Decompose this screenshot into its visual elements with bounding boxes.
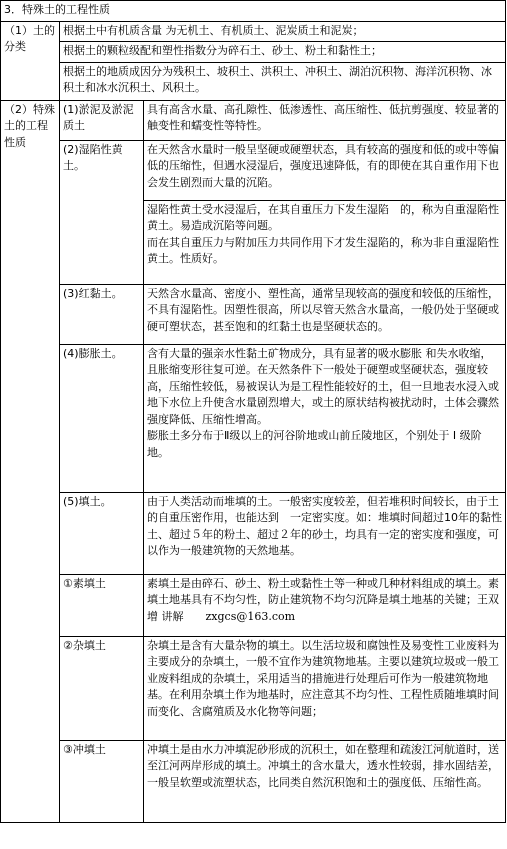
soil-desc — [144, 344, 506, 492]
soil-desc-part: 素填土是由碎石、砂土、粉土或黏性土等一种或几种材料组成的填土。素填土地基具有不均匀性，防止建筑物不均匀沉降是填土地基的关键； — [147, 576, 499, 606]
soil-desc: 杂填土是含有大量杂物的填土。以生活垃圾和腐蚀性及易变性工业废料为主要成分的杂填土，一般不宜作为建筑物地基。主要以建筑垃圾或一般工业废料组成的杂填土，采用适当的措施进行处理后可作为一般建筑物地基。在利用杂填土作为地基时，应注意其不均匀性、工程性质随堆填时间而变化、含腐殖质及水化物等问题； — [144, 636, 506, 740]
classification-row — [1, 42, 506, 63]
classification-row — [1, 62, 506, 100]
soil-name: (5)填土。 — [60, 492, 144, 574]
soil-name: ③冲填土 — [60, 740, 144, 822]
soil-desc-line: 含有大量的强亲水性黏土矿物成分，具有显著的吸水膨胀 和失水收缩，且胀缩变形往复可逆。在天然条件下一般处于硬塑或坚硬状态，强度较高，压缩性较低，易被误认为是工程性能较好的土，但一旦地表水浸入或地下水位上升使含水量剧烈增大，或土的原状结构被扰动时，土体会骤然强度降低、压缩性增高。 — [147, 346, 499, 426]
classification-text: 根据土中有机质含量 为无机土、有机质土、泥炭质土和泥炭； — [60, 21, 506, 42]
soil-desc-line: 而在其自重压力与附加压力共同作用下才发生湿陷的，称为非自重湿陷性黄土。性质好。 — [147, 235, 499, 265]
soil-name: (1)淤泥及淤泥质土 — [60, 100, 144, 140]
soil-row — [1, 140, 506, 200]
soil-desc — [144, 574, 506, 636]
soil-desc: 在天然含水量时一般呈坚硬或硬塑状态，具有较高的强度和低的或中等偏低的压缩性，但遇水浸湿后，强度迅速降低，有的即使在其自重作用下也会发生剧烈而大量的沉陷。 — [144, 140, 506, 200]
soil-desc-part: 由于人类活动而堆填的土。一般密实度较差，但若堆积时间较长，由于土的自重压密作用，也能达到 一定密实度。 — [147, 494, 499, 524]
soil-desc: 具有高含水量、高孔隙性、低渗透性、高压缩性、低抗剪强度、较显著的触变性和蠕变性等特性。 — [144, 100, 506, 140]
soil-row — [1, 344, 506, 492]
table-title: 3．特殊土的工程性质 — [1, 1, 506, 22]
soil-row — [1, 100, 506, 140]
soil-desc-line: 膨胀土多分布于Ⅱ级以上的河谷阶地或山前丘陵地区，个别处于 Ⅰ 级阶地。 — [147, 429, 482, 459]
classification-text: 根据土的地质成因分为残积土、坡积土、洪积土、冲积土、湖泊沉积物、海洋沉积物、冰积土和冰水沉积土、风积土。 — [60, 62, 506, 100]
author-note: 王双增 讲解 zxgcs@163.com — [147, 593, 499, 623]
soil-name: (2)湿陷性黄土。 — [60, 140, 144, 284]
classification-text: 根据土的颗粒级配和塑性指数分为碎石土、砂土、粉土和黏性土； — [60, 42, 506, 63]
soil-desc — [144, 492, 506, 574]
soil-desc: 天然含水量高、密度小、塑性高，通常呈现较高的强度和较低的压缩性，不具有湿陷性。因塑性很高，所以尽管天然含水量高，一般仍处于坚硬或硬可塑状态，甚至饱和的红黏土也是坚硬状态的。 — [144, 284, 506, 344]
section2-label: （2）特殊土的工程性质 — [1, 100, 60, 822]
soil-name: (3)红黏土。 — [60, 284, 144, 344]
soil-name: ①素填土 — [60, 574, 144, 636]
soil-row — [1, 284, 506, 344]
soil-desc-part: 如：堆填时间超过10年的黏性土、超过５年的粉土、超过２年的砂土，均具有一定的密实度和强度，可以作为一般建筑物的天然地基。 — [147, 511, 502, 557]
classification-row — [1, 21, 506, 42]
title-row — [1, 1, 506, 22]
soil-row — [1, 492, 506, 574]
section1-label: （1）土的分类 — [1, 21, 60, 100]
soil-row — [1, 574, 506, 636]
soil-name: (4)膨胀土。 — [60, 344, 144, 492]
soil-desc — [144, 200, 506, 284]
soil-desc: 冲填土是由水力冲填泥砂形成的沉积土，如在整理和疏浚江河航道时，送至江河两岸形成的填土。冲填土的含水量大，透水性较弱，排水固结差，一般呈软塑或流塑状态，比同类自然沉积饱和土的强度低、压缩性高。 — [144, 740, 506, 822]
soil-row — [1, 636, 506, 740]
soil-desc-line: 湿陷性黄土受水浸湿后，在其自重压力下发生湿陷 的，称为自重湿陷性黄土。易造成沉陷等问题。 — [147, 202, 499, 232]
soil-row — [1, 740, 506, 822]
soil-name: ②杂填土 — [60, 636, 144, 740]
